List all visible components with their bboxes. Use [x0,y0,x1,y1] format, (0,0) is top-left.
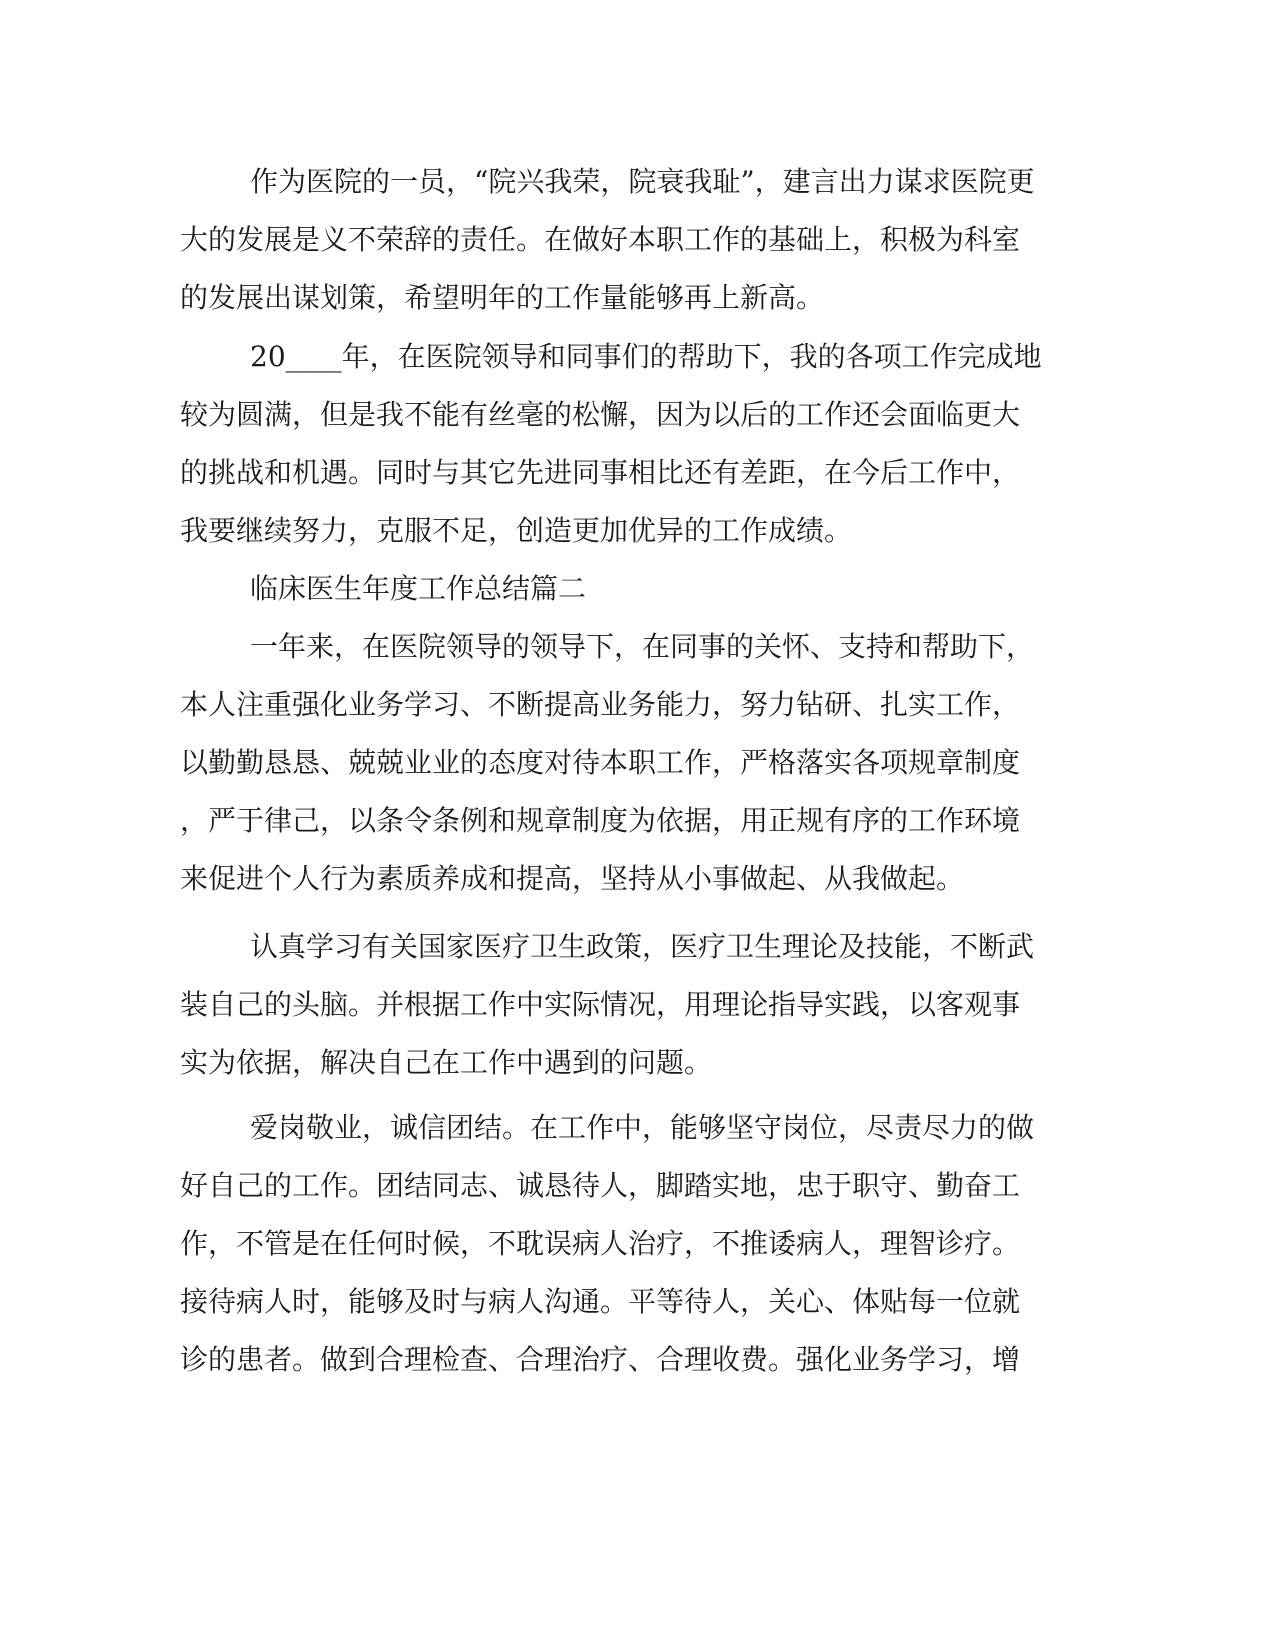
text-line: 的挑战和机遇。同时与其它先进同事相比还有差距，在今后工作中， [180,456,1021,489]
text-line: 实为依据，解决自己在工作中遇到的问题。 [180,1046,713,1079]
text-line: 来促进个人行为素质养成和提高，坚持从小事做起、从我做起。 [180,862,965,895]
text-line: 我要继续努力，克服不足，创造更加优异的工作成绩。 [180,514,853,547]
text-line: 爱岗敬业，诚信团结。在工作中，能够坚守岗位，尽责尽力的做 [250,1111,1035,1144]
text-line: 较为圆满，但是我不能有丝毫的松懈，因为以后的工作还会面临更大 [180,398,1021,431]
text-line: 20____年，在医院领导和同事们的帮助下，我的各项工作完成地 [250,340,1042,373]
section-heading: 临床医生年度工作总结篇二 [250,572,587,605]
text-line: 装自己的头脑。并根据工作中实际情况，用理论指导实践，以客观事 [180,988,1021,1021]
text-line: 的发展出谋划策，希望明年的工作量能够再上新高。 [180,281,825,314]
text-line: ，严于律己，以条令条例和规章制度为依据，用正规有序的工作环境 [180,804,1021,837]
text-line: 本人注重强化业务学习、不断提高业务能力，努力钻研、扎实工作， [180,688,1021,721]
text-line: 以勤勤恳恳、兢兢业业的态度对待本职工作，严格落实各项规章制度 [180,746,1021,779]
text-line: 大的发展是义不荣辞的责任。在做好本职工作的基础上，积极为科室 [180,223,1021,256]
text-line: 接待病人时，能够及时与病人沟通。平等待人，关心、体贴每一位就 [180,1285,1021,1318]
text-line: 好自己的工作。团结同志、诚恳待人，脚踏实地，忠于职守、勤奋工 [180,1169,1021,1202]
text-line: 一年来，在医院领导的领导下，在同事的关怀、支持和帮助下， [250,630,1035,663]
text-line: 作，不管是在任何时候，不耽误病人治疗，不推诿病人，理智诊疗。 [180,1227,1021,1260]
text-line: 认真学习有关国家医疗卫生政策，医疗卫生理论及技能，不断武 [250,930,1035,963]
text-line: 诊的患者。做到合理检查、合理治疗、合理收费。强化业务学习，增 [180,1343,1021,1376]
text-line: 作为医院的一员，“院兴我荣，院衰我耻”，建言出力谋求医院更 [250,165,1035,198]
